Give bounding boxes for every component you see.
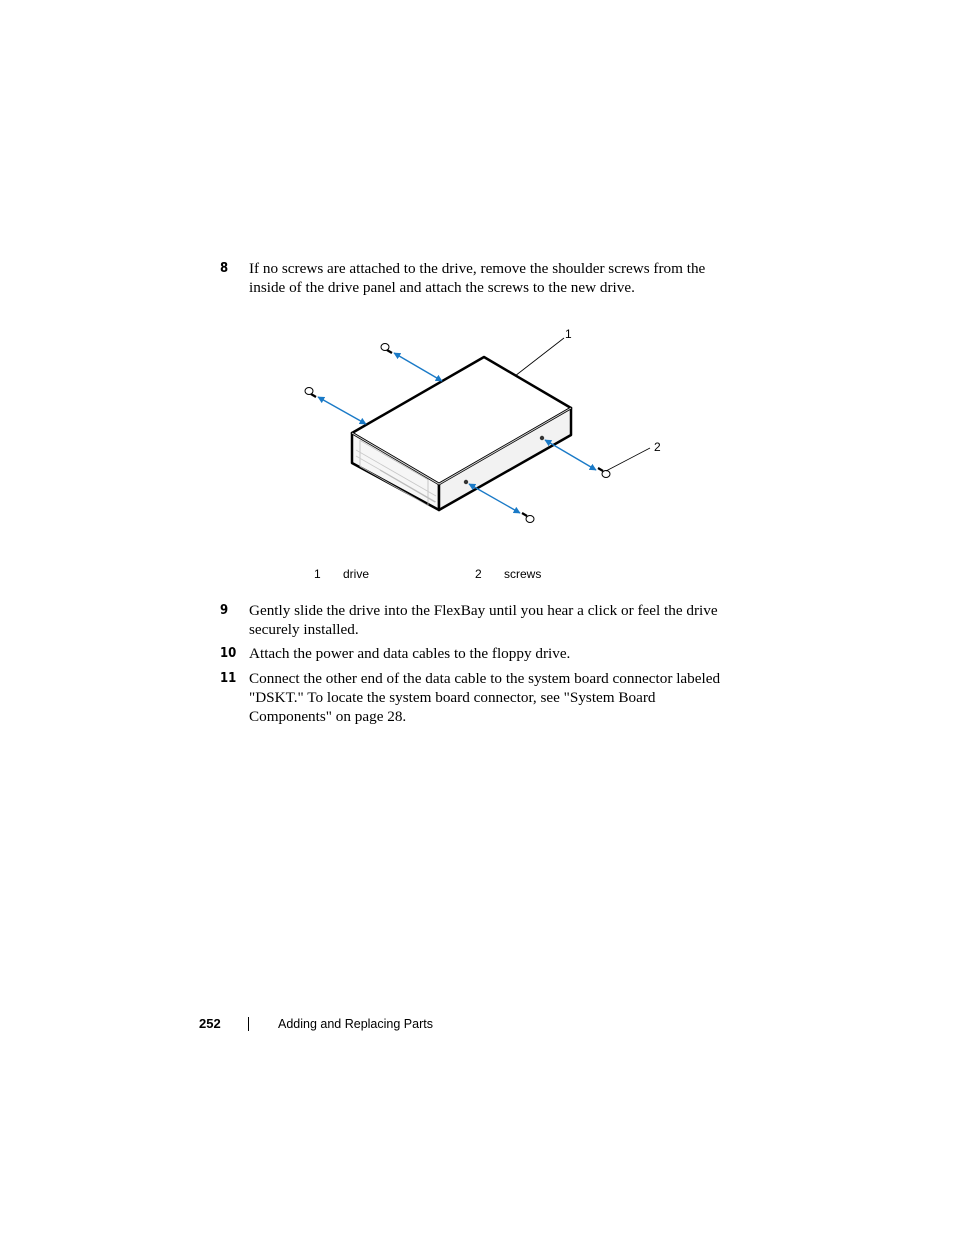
screw-icon: [305, 388, 316, 398]
screw-icon: [522, 513, 534, 523]
step-number: 10: [220, 646, 237, 661]
step-number: 8: [220, 261, 229, 276]
legend-number: 1: [314, 567, 321, 581]
step-text: If no screws are attached to the drive, remove the shoulder screws from the inside of the drive panel and attach the screws to the new drive.: [249, 260, 706, 296]
legend-label: screws: [504, 567, 542, 581]
step-number: 11: [220, 671, 237, 686]
drive-installation-figure: [290, 320, 680, 530]
legend-label: drive: [343, 567, 370, 581]
screw-icon: [381, 344, 392, 354]
page-number: 252: [199, 1016, 221, 1031]
legend-number: 2: [475, 567, 482, 581]
section-title: Adding and Replacing Parts: [278, 1017, 433, 1031]
step-text: Attach the power and data cables to the floppy drive.: [249, 645, 571, 662]
callout-1: 1: [565, 327, 572, 341]
drive-body: [352, 357, 571, 510]
step-text: Gently slide the drive into the FlexBay until you hear a click or feel the drive securely installed.: [249, 602, 718, 638]
callout-2: 2: [654, 440, 661, 454]
step-text: Connect the other end of the data cable to the system board connector labeled "DSKT." To locate the system board connector, see "System Board Components" on page 28.: [249, 670, 721, 725]
step-number: 9: [220, 603, 229, 618]
footer-divider: [248, 1017, 249, 1031]
